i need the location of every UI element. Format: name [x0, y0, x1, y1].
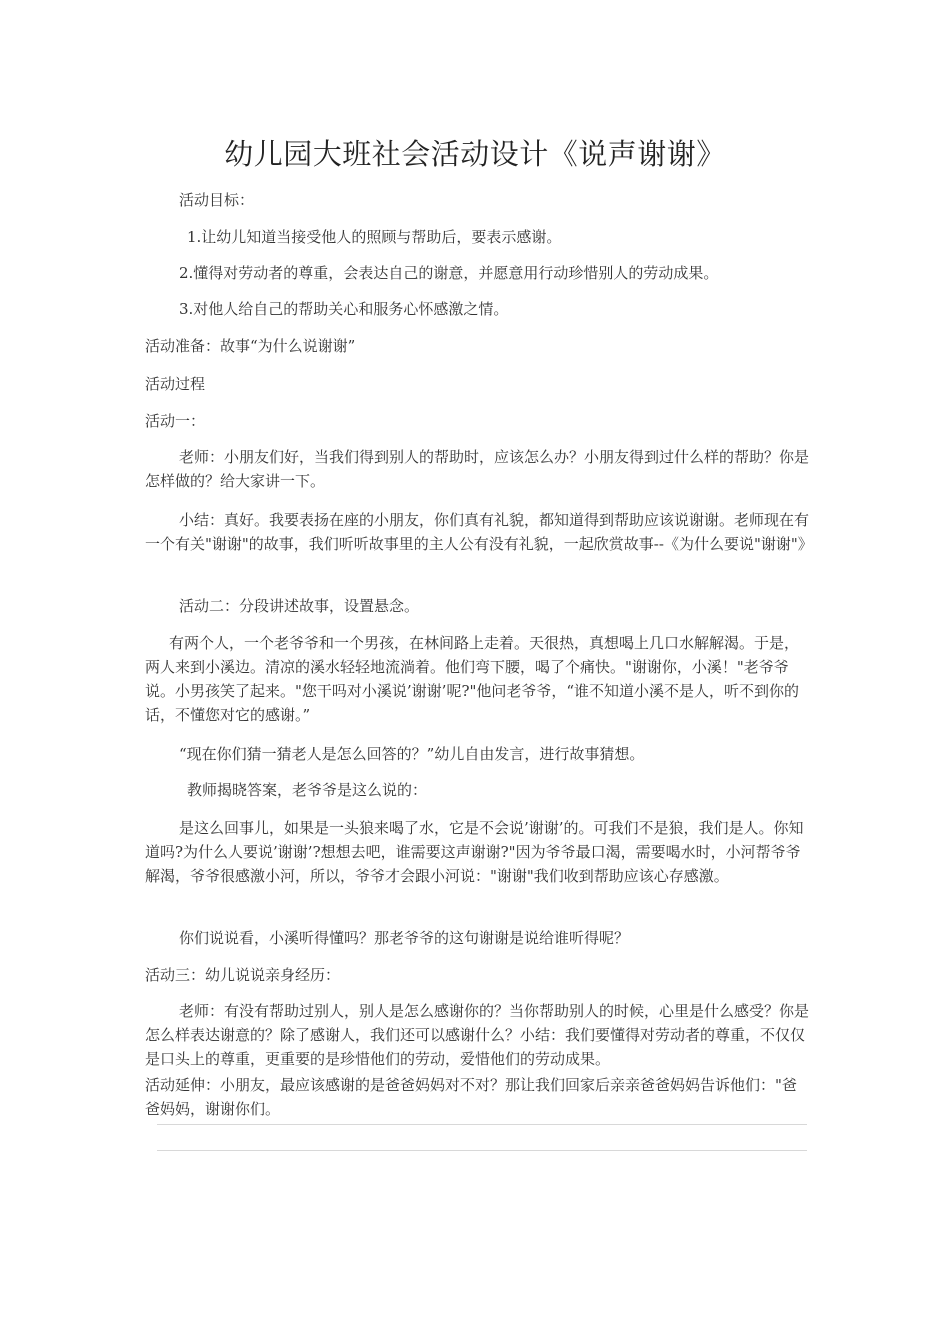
activity-three-paragraph: 老师：有没有帮助过别人，别人是怎么感谢你的？当你帮助别人的时候，心里是什么感受？你是怎么样表达谢意的？除了感谢人，我们还可以感谢什么？小结：我们要懂得对劳动者的尊重，不仅仅是口头上的尊重，更重要的是珍惜他们的劳动，爱惜他们的劳动成果。 — [145, 1002, 810, 1068]
extension-paragraph: 活动延伸：小朋友，最应该感谢的是爸爸妈妈对不对？那让我们回家后亲亲爸爸妈妈告诉他们："爸爸妈妈，谢谢你们。 — [145, 1076, 797, 1118]
grandpa-answer-paragraph: 是这么回事儿，如果是一头狼来喝了水，它是不会说’谢谢’的。可我们不是狼，我们是人。你知道吗?为什么人要说’谢谢’?想想去吧，谁需要这声谢谢?"因为爷爷最口渴，需要喝水时，小河帮爷爷解渴，爷爷很感激小河，所以，爷爷才会跟小河说："谢谢"我们收到帮助应该心存感激。 — [145, 819, 804, 885]
guess-paragraph: “现在你们猜一猜老人是怎么回答的？”幼儿自由发言，进行故事猜想。 — [179, 745, 645, 763]
teacher-question-paragraph: 老师：小朋友们好，当我们得到别人的帮助时，应该怎么办？小朋友得到过什么样的帮助？你是怎样做的？给大家讲一下。 — [145, 448, 810, 490]
divider-line — [157, 1150, 807, 1151]
activity-two-heading: 活动二：分段讲述故事，设置悬念。 — [179, 597, 420, 615]
goal-item-3: 3.对他人给自己的帮助关心和服务心怀感激之情。 — [179, 300, 509, 318]
preparation-paragraph: 活动准备：故事“为什么说谢谢” — [145, 337, 356, 355]
activity-one-heading: 活动一： — [145, 412, 206, 430]
process-heading: 活动过程 — [145, 375, 206, 393]
goals-heading: 活动目标： — [179, 191, 255, 209]
discussion-question-paragraph: 你们说说看，小溪听得懂吗？那老爷爷的这句谢谢是说给谁听得呢？ — [179, 929, 630, 947]
activity-three-heading: 活动三：幼儿说说亲身经历： — [145, 966, 341, 984]
goal-item-2: 2.懂得对劳动者的尊重，会表达自己的谢意，并愿意用行动珍惜别人的劳动成果。 — [179, 264, 719, 282]
document-title: 幼儿园大班社会活动设计《说声谢谢》 — [224, 137, 726, 171]
divider-line — [157, 1124, 807, 1125]
goal-item-1: 1.让幼儿知道当接受他人的照顾与帮助后，要表示感谢。 — [187, 228, 562, 246]
answer-intro-paragraph: 教师揭晓答案，老爷爷是这么说的： — [187, 781, 428, 799]
summary-paragraph: 小结：真好。我要表扬在座的小朋友，你们真有礼貌，都知道得到帮助应该说谢谢。老师现在有一个有关"谢谢"的故事，我们听听故事里的主人公有没有礼貌，一起欣赏故事--《为什么要说"谢谢"》 — [145, 511, 813, 553]
story-paragraph: 有两个人，一个老爷爷和一个男孩，在林间路上走着。天很热，真想喝上几口水解解渴。于是，两人来到小溪边。清凉的溪水轻轻地流淌着。他们弯下腰，喝了个痛快。"谢谢你，小溪！"老爷爷说。小男孩笑了起来。"您干吗对小溪说’谢谢’呢?"他问老爷爷，“谁不知道小溪不是人，听不到你的话，不懂您对它的感谢。” — [145, 634, 800, 724]
